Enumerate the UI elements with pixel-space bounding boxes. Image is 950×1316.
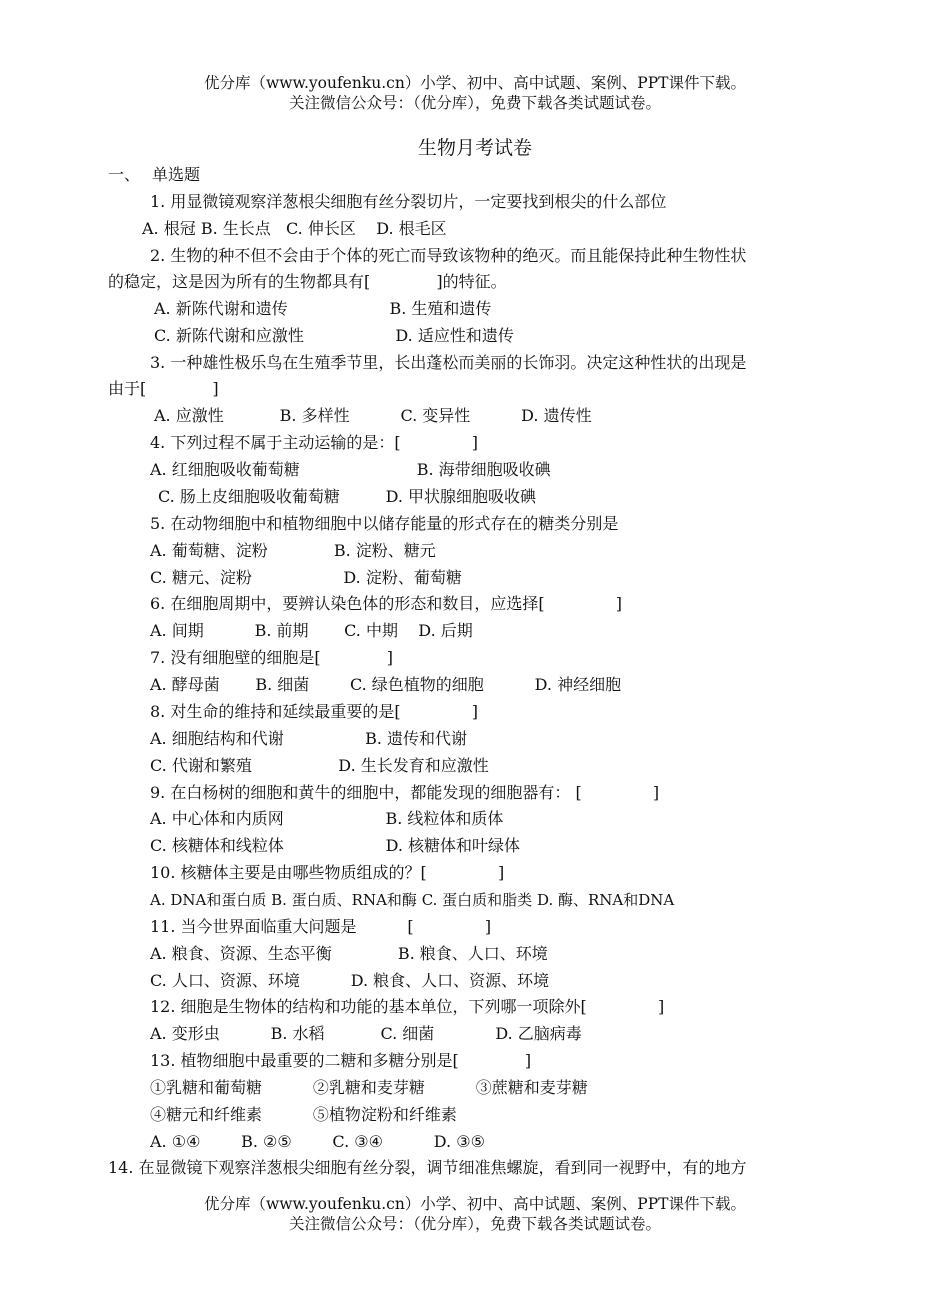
question-10: 10. 核糖体主要是由哪些物质组成的？[ ]	[150, 863, 505, 882]
header-line-1: 优分库（www.youfenku.cn）小学、初中、高中试题、案例、PPT课件下载。	[203, 74, 747, 92]
question-4-options-ab: A. 红细胞吸收葡萄糖 B. 海带细胞吸收碘	[150, 460, 551, 479]
question-4-options-cd: C. 肠上皮细胞吸收葡萄糖 D. 甲状腺细胞吸收碘	[158, 487, 537, 506]
question-9-options-cd: C. 核糖体和线粒体 D. 核糖体和叶绿体	[150, 836, 520, 855]
question-12: 12. 细胞是生物体的结构和功能的基本单位，下列哪一项除外[ ]	[150, 997, 665, 1016]
question-13-items-4-5: ④糖元和纤维素 ⑤植物淀粉和纤维素	[150, 1105, 457, 1124]
question-7-options: A. 酵母菌 B. 细菌 C. 绿色植物的细胞 D. 神经细胞	[150, 675, 622, 694]
question-13-options: A. ①④ B. ②⑤ C. ③④ D. ③⑤	[150, 1132, 485, 1151]
question-2-continued: 的稳定，这是因为所有的生物都具有[ ]的特征。	[108, 272, 507, 291]
question-11: 11. 当今世界面临重大问题是 [ ]	[150, 917, 492, 936]
question-13-items-1-3: ①乳糖和葡萄糖 ②乳糖和麦芽糖 ③蔗糖和麦芽糖	[150, 1078, 588, 1097]
question-3: 3. 一种雄性极乐鸟在生殖季节里，长出蓬松而美丽的长饰羽。决定这种性状的出现是	[150, 353, 747, 372]
question-12-options: A. 变形虫 B. 水稻 C. 细菌 D. 乙脑病毒	[150, 1024, 582, 1043]
question-8-options-ab: A. 细胞结构和代谢 B. 遗传和代谢	[150, 729, 468, 748]
page-title: 生物月考试卷	[417, 137, 532, 159]
question-9: 9. 在白杨树的细胞和黄牛的细胞中，都能发现的细胞器有： [ ]	[150, 783, 660, 802]
question-7: 7. 没有细胞壁的细胞是[ ]	[150, 648, 393, 667]
section-number: 一、	[108, 165, 141, 184]
question-5-options-ab: A. 葡萄糖、淀粉 B. 淀粉、糖元	[150, 541, 436, 560]
question-2-options-ab: A. 新陈代谢和遗传 B. 生殖和遗传	[154, 299, 492, 318]
section-name: 单选题	[152, 165, 201, 184]
question-10-options: A. DNA和蛋白质 B. 蛋白质、RNA和酶 C. 蛋白质和脂类 D. 酶、RNA和DNA	[150, 891, 675, 909]
question-13: 13. 植物细胞中最重要的二糖和多糖分别是[ ]	[150, 1051, 532, 1070]
question-8: 8. 对生命的维持和延续最重要的是[ ]	[150, 702, 479, 721]
question-5-options-cd: C. 糖元、淀粉 D. 淀粉、葡萄糖	[150, 568, 462, 587]
question-5: 5. 在动物细胞中和植物细胞中以储存能量的形式存在的糖类分别是	[150, 514, 619, 533]
question-1-options: A. 根冠 B. 生长点 C. 伸长区 D. 根毛区	[142, 219, 447, 238]
question-3-continued: 由于[ ]	[108, 379, 219, 398]
question-4: 4. 下列过程不属于主动运输的是：[ ]	[150, 433, 479, 452]
question-11-options-ab: A. 粮食、资源、生态平衡 B. 粮食、人口、环境	[150, 944, 548, 963]
question-8-options-cd: C. 代谢和繁殖 D. 生长发育和应激性	[150, 756, 489, 775]
question-9-options-ab: A. 中心体和内质网 B. 线粒体和质体	[150, 809, 504, 828]
question-1: 1. 用显微镜观察洋葱根尖细胞有丝分裂切片，一定要找到根尖的什么部位	[150, 192, 667, 211]
question-6-options: A. 间期 B. 前期 C. 中期 D. 后期	[150, 621, 473, 640]
footer-line-2: 关注微信公众号：（优分库），免费下载各类试题试卷。	[288, 1215, 661, 1233]
question-3-options: A. 应激性 B. 多样性 C. 变异性 D. 遗传性	[154, 406, 592, 425]
question-6: 6. 在细胞周期中，要辨认染色体的形态和数目，应选择[ ]	[150, 594, 623, 613]
question-2-options-cd: C. 新陈代谢和应激性 D. 适应性和遗传	[154, 326, 514, 345]
footer-line-1: 优分库（www.youfenku.cn）小学、初中、高中试题、案例、PPT课件下载。	[203, 1195, 747, 1213]
question-2: 2. 生物的种不但不会由于个体的死亡而导致该物种的绝灭。而且能保持此种生物性状	[150, 246, 747, 265]
question-11-options-cd: C. 人口、资源、环境 D. 粮食、人口、资源、环境	[150, 971, 550, 990]
question-14: 14. 在显微镜下观察洋葱根尖细胞有丝分裂，调节细准焦螺旋，看到同一视野中，有的地方	[108, 1158, 747, 1177]
header-line-2: 关注微信公众号：（优分库），免费下载各类试题试卷。	[288, 94, 661, 112]
